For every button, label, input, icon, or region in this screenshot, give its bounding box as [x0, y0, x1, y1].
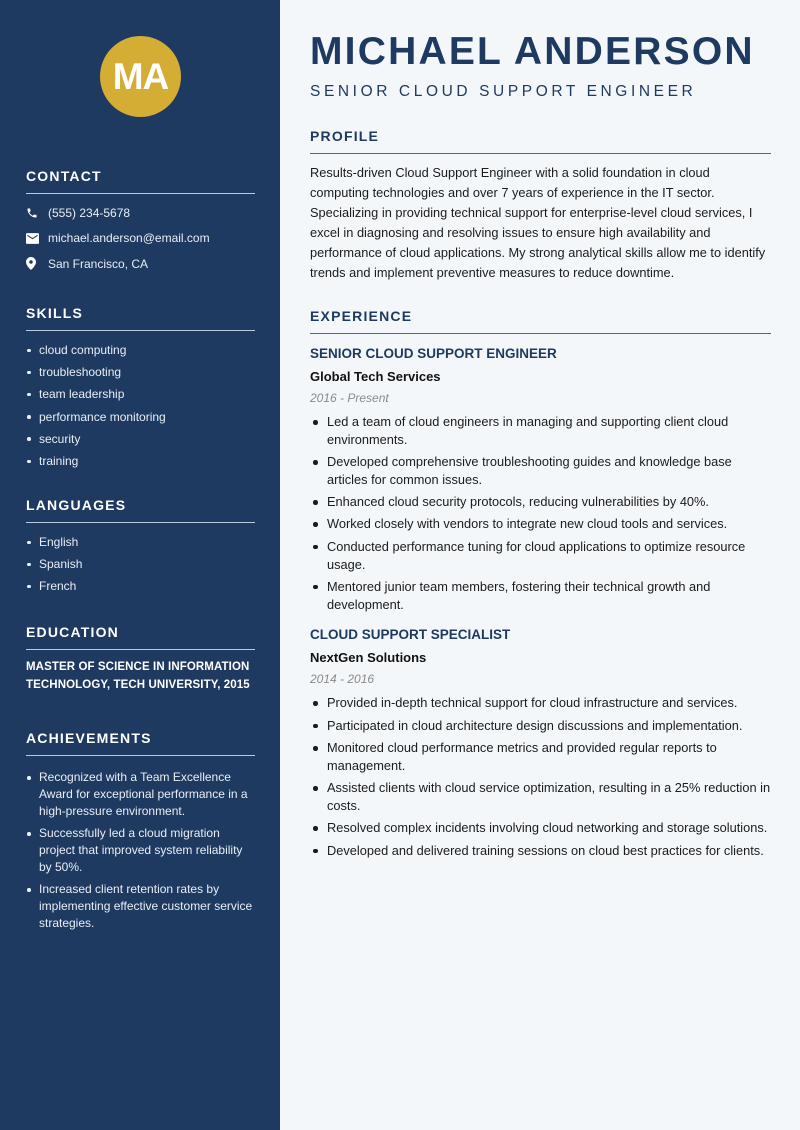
- job-entry: [310, 346, 771, 613]
- profile-text: Results-driven Cloud Support Engineer with a solid foundation in cloud computing technologies and over 7 years of experience in the IT sector. Specializing in providing technical support for enterprise-level cloud services, I excel in diagnosing and resolving issues to ensure high availability and performance of cloud applications. My strong analytical skills allow me to identify trends and implement preventive measures to reduce downtime.: [310, 165, 766, 280]
- languages-section: [26, 497, 255, 598]
- email-text: michael.anderson@email.com: [48, 231, 210, 246]
- avatar-initials: MA: [112, 55, 169, 97]
- job-bullet: Enhanced cloud security protocols, reducing vulnerabilities by 40%.: [310, 493, 771, 511]
- job-bullet: Conducted performance tuning for cloud applications to optimize resource usage.: [310, 538, 771, 574]
- education-entry: MASTER OF SCIENCE IN INFORMATION TECHNOLOGY, TECH UNIVERSITY, 2015: [26, 661, 250, 691]
- job-bullet: Mentored junior team members, fostering their technical growth and development.: [310, 578, 771, 614]
- skill-item: security: [26, 428, 255, 450]
- skill-item: team leadership: [26, 383, 255, 405]
- job-dates: 2014 - 2016: [310, 672, 375, 687]
- achievement-item: Successfully led a cloud migration project that improved system reliability by 50%.: [26, 825, 255, 876]
- education-heading: EDUCATION: [26, 624, 255, 650]
- mail-icon: [26, 233, 48, 244]
- profile-section: [310, 128, 771, 283]
- location-pin-icon: [26, 257, 48, 270]
- job-bullet: Developed and delivered training sessions on cloud best practices for clients.: [310, 842, 771, 860]
- candidate-name: MICHAEL ANDERSON: [310, 30, 755, 73]
- job-title: SENIOR CLOUD SUPPORT ENGINEER: [310, 346, 557, 361]
- languages-heading: LANGUAGES: [26, 497, 255, 523]
- job-bullet: Worked closely with vendors to integrate new cloud tools and services.: [310, 515, 771, 533]
- skill-item: performance monitoring: [26, 406, 255, 428]
- job-company: NextGen Solutions: [310, 650, 427, 666]
- language-item: English: [26, 531, 255, 553]
- contact-email[interactable]: [26, 226, 255, 252]
- experience-heading: EXPERIENCE: [310, 308, 771, 334]
- location-text: San Francisco, CA: [48, 256, 149, 271]
- job-entry: [310, 627, 771, 859]
- job-bullets: [310, 413, 771, 613]
- skill-item: cloud computing: [26, 339, 255, 361]
- job-bullet: Developed comprehensive troubleshooting guides and knowledge base articles for common issues.: [310, 453, 771, 489]
- sidebar: [0, 0, 280, 1130]
- contact-phone[interactable]: [26, 200, 255, 226]
- skills-heading: SKILLS: [26, 305, 255, 331]
- profile-heading: PROFILE: [310, 128, 771, 154]
- skills-section: [26, 305, 255, 472]
- education-section: [26, 624, 255, 694]
- job-title: CLOUD SUPPORT SPECIALIST: [310, 627, 511, 643]
- job-company: Global Tech Services: [310, 369, 441, 384]
- phone-text: (555) 234-5678: [48, 205, 131, 220]
- job-bullet: Provided in-depth technical support for cloud infrastructure and services.: [310, 694, 771, 712]
- skills-list: [26, 339, 255, 472]
- job-bullet: Resolved complex incidents involving cloud networking and storage solutions.: [310, 819, 771, 837]
- achievement-item: Recognized with a Team Excellence Award for exceptional performance in a high-pressure environment.: [26, 769, 255, 820]
- contact-heading: CONTACT: [26, 168, 255, 194]
- language-item: Spanish: [26, 553, 255, 575]
- achievements-list: [26, 769, 255, 932]
- contact-section: [26, 168, 255, 277]
- job-bullet: Assisted clients with cloud service optimization, resulting in a 25% reduction in costs.: [310, 779, 771, 815]
- job-dates: 2016 - Present: [310, 391, 389, 405]
- achievement-item: Increased client retention rates by implementing effective customer service strategies.: [26, 881, 255, 932]
- contact-location: [26, 251, 255, 277]
- skill-item: troubleshooting: [26, 361, 255, 383]
- achievements-heading: ACHIEVEMENTS: [26, 730, 255, 756]
- job-bullet: Participated in cloud architecture design discussions and implementation.: [310, 717, 771, 735]
- job-bullet: Monitored cloud performance metrics and provided regular reports to management.: [310, 739, 771, 775]
- experience-section: [310, 308, 771, 864]
- skill-item: training: [26, 450, 255, 472]
- languages-list: [26, 531, 255, 598]
- job-bullet: Led a team of cloud engineers in managing and supporting client cloud environments.: [310, 413, 771, 449]
- job-bullets: [310, 694, 771, 859]
- avatar: [100, 36, 181, 117]
- language-item: French: [26, 575, 255, 597]
- phone-icon: [26, 207, 48, 219]
- achievements-section: [26, 730, 255, 937]
- candidate-title: SENIOR CLOUD SUPPORT ENGINEER: [310, 83, 697, 100]
